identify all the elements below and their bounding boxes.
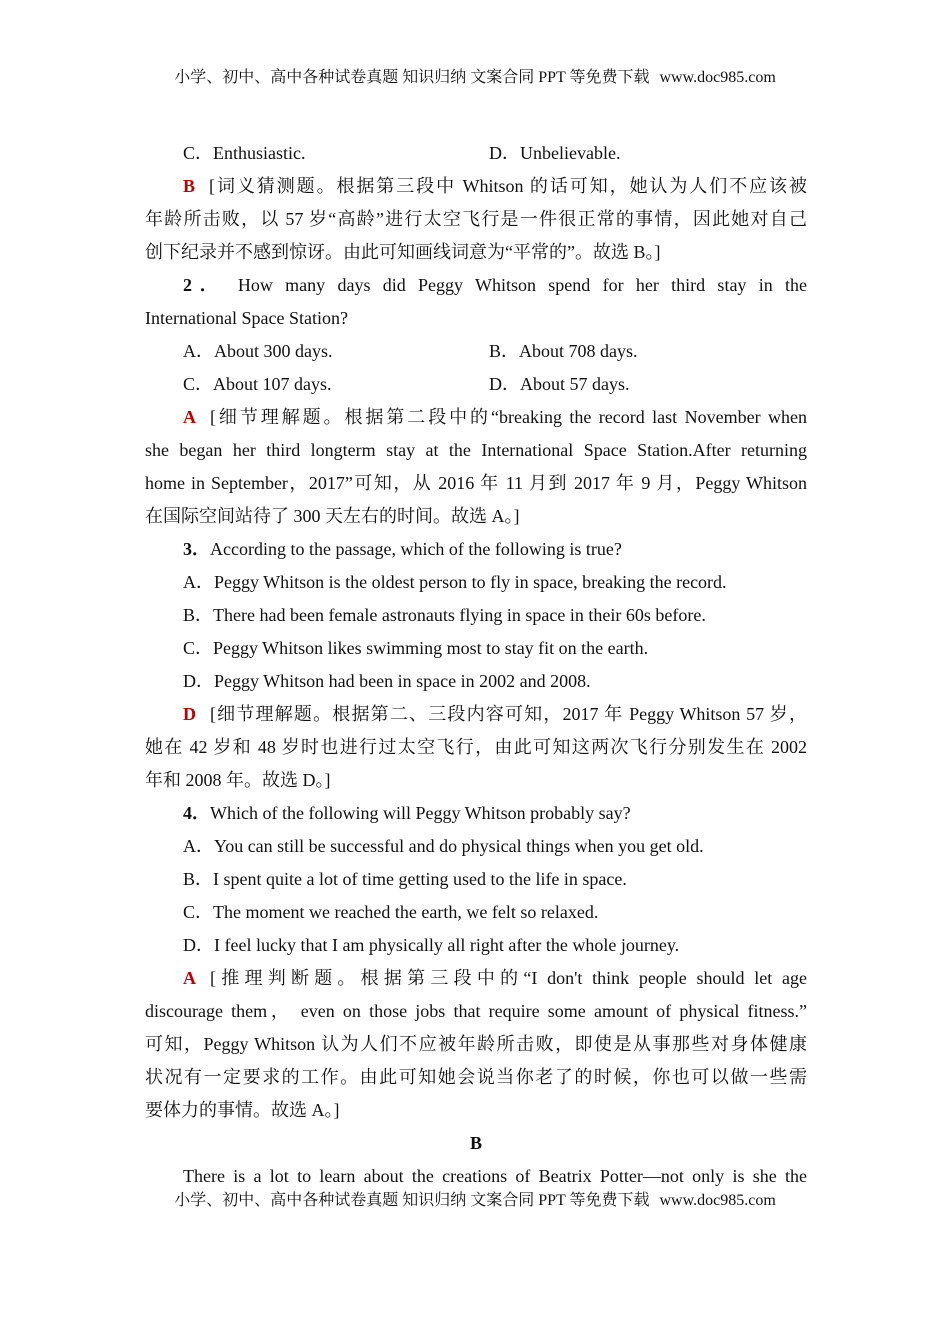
section-b-first-line: There is a lot to learn about the creations of Beatrix Potter—not only is she the — [183, 1166, 807, 1186]
q1-explanation-line-3: 创下纪录并不感到惊讶。由此可知画线词意为“平常的”。故选 B。] — [145, 242, 661, 262]
q4-option-b: B．I spent quite a lot of time getting used to the life in space. — [183, 869, 627, 889]
q2-options-cd — [145, 368, 807, 401]
q2-stem-line-1: 2． How many days did Peggy Whitson spend for her third stay in the — [183, 275, 808, 295]
q3-option-c: C．Peggy Whitson likes swimming most to stay fit on the earth. — [183, 638, 649, 658]
q1-option-c: C．Enthusiastic. — [183, 143, 306, 163]
q2-option-c: C．About 107 days. — [183, 374, 332, 394]
q4-option-c: C．The moment we reached the earth, we felt so relaxed. — [183, 902, 599, 922]
q1-explanation-line-2: 年龄所击败，以 57 岁“高龄”进行太空飞行是一件很正常的事情，因此她对自己 — [145, 209, 807, 229]
section-b-title: B — [469, 1133, 482, 1153]
footer-url[interactable]: www.doc985.com — [659, 1192, 776, 1209]
footer-text: 小学、初中、高中各种试卷真题 知识归纳 文案合同 PPT 等免费下载 — [174, 1192, 650, 1209]
q2-explanation-line-3: home in September，2017”可知，从 2016 年 11 月到 2017 年 9 月，Peggy Whitson — [145, 473, 807, 493]
header-text: 小学、初中、高中各种试卷真题 知识归纳 文案合同 PPT 等免费下载 — [174, 69, 650, 86]
q2-explanation-line-2: she began her third longterm stay at the International Space Station.After returning — [145, 440, 807, 460]
q4-answer: A — [183, 968, 196, 988]
header-url[interactable]: www.doc985.com — [659, 69, 776, 86]
q4-explanation-line-4: 状况有一定要求的工作。由此可知她会说当你老了的时候，你也可以做一些需 — [145, 1067, 807, 1087]
q2-option-d: D．About 57 days. — [489, 374, 630, 394]
q3-option-b: B．There had been female astronauts flying in space in their 60s before. — [183, 605, 706, 625]
q3-option-a: A．Peggy Whitson is the oldest person to fly in space, breaking the record. — [183, 572, 727, 592]
q3-explanation-line-2: 她在 42 岁和 48 岁时也进行过太空飞行，由此可知这两次飞行分别发生在 2002 — [145, 737, 807, 757]
q4-option-d: D．I feel lucky that I am physically all right after the whole journey. — [183, 935, 680, 955]
q4-stem: 4．Which of the following will Peggy Whitson probably say? — [183, 803, 631, 823]
q2-explanation-line-1: A [细节理解题。根据第二段中的“breaking the record last November when — [183, 407, 807, 427]
q3-option-d: D．Peggy Whitson had been in space in 2002 and 2008. — [183, 671, 591, 691]
q3-answer: D — [183, 704, 196, 724]
q4-explanation-line-2: discourage them， even on those jobs that require some amount of physical fitness.” — [145, 1001, 807, 1021]
q2-stem-line-2: International Space Station? — [145, 308, 348, 328]
q4-explanation-line-3: 可知，Peggy Whitson 认为人们不应被年龄所击败，即使是从事那些对身体健康 — [145, 1034, 807, 1054]
q2-answer: A — [183, 407, 196, 427]
q3-number: 3． — [183, 539, 210, 559]
q3-stem: 3．According to the passage, which of the following is true? — [183, 539, 622, 559]
q1-answer: B — [183, 176, 196, 196]
q2-option-a: A．About 300 days. — [183, 341, 333, 361]
page-header — [0, 68, 950, 88]
q4-number: 4． — [183, 803, 210, 823]
document-body — [145, 137, 807, 1193]
page-footer — [0, 1191, 950, 1211]
q3-explanation-line-1: D [细节理解题。根据第二、三段内容可知，2017 年 Peggy Whitson 57 岁， — [183, 704, 807, 724]
q4-explanation-line-5: 要体力的事情。故选 A。] — [145, 1100, 340, 1120]
q4-option-a: A．You can still be successful and do physical things when you get old. — [183, 836, 704, 856]
q1-explanation-line-1: B [词义猜测题。根据第三段中 Whitson 的话可知，她认为人们不应该被 — [183, 176, 807, 196]
q2-option-b: B．About 708 days. — [489, 341, 638, 361]
q4-explanation-line-1: A [推理判断题。根据第三段中的“I don't think people should let age — [183, 968, 807, 988]
q1-option-d: D．Unbelievable. — [489, 143, 621, 163]
q2-number: 2． — [183, 275, 226, 295]
q2-explanation-line-4: 在国际空间站待了 300 天左右的时间。故选 A。] — [145, 506, 520, 526]
q2-options-ab — [145, 335, 807, 368]
q1-options-cd — [145, 137, 807, 170]
q3-explanation-line-3: 年和 2008 年。故选 D。] — [145, 770, 331, 790]
